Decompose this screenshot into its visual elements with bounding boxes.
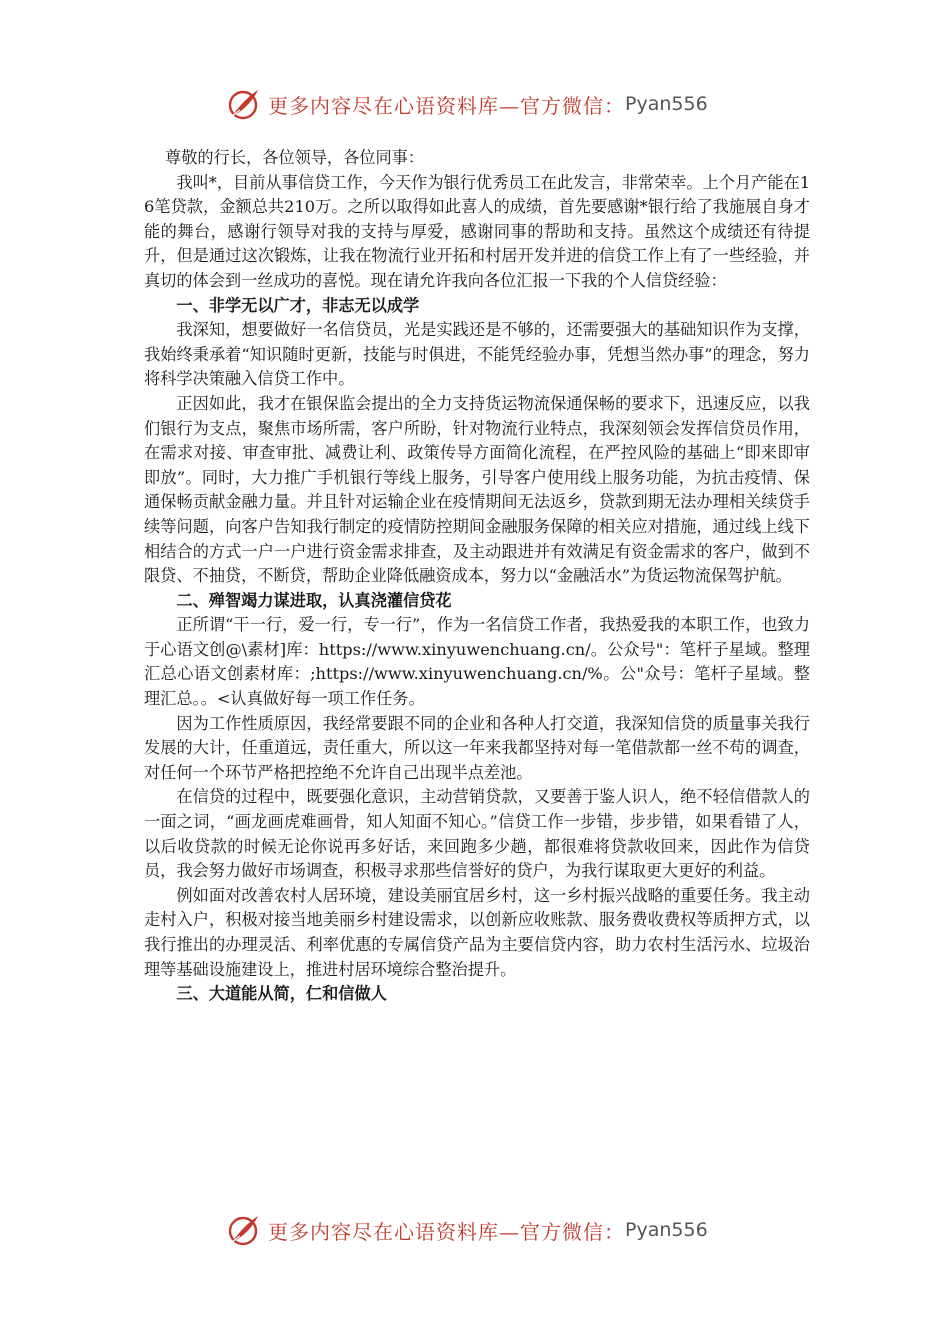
- paragraph-6: 在信贷的过程中，既要强化意识，主动营销贷款，又要善于鉴人识人，绝不轻信借款人的一面之词，“画龙画虎难画骨，知人知面不知心。”信贷工作一步错，步步错，如果看错了人，以后收贷款的时候无论你说再多好话，来回跑多少趟，都很难将贷款收回来，因此作为信贷员，我会努力做好市场调查，积极寻求那些信誉好的贷户，为我行谋取更大更好的利益。: [144, 787, 810, 881]
- quill-pen-logo-icon: [226, 86, 262, 122]
- quill-pen-logo-icon: [226, 1212, 262, 1248]
- paragraph-1: 我叫*，目前从事信贷工作，今天作为银行优秀员工在此发言，非常荣幸。上个月产能在16笔贷款，金额总共210万。之所以取得如此喜人的成绩，首先要感谢*银行给了我施展自身才能的舞台，感谢行领导对我的支持与厚爱，感谢同事的帮助和支持。虽然这个成绩还有待提升，但是通过这次锻炼，让我在物流行业开拓和村居开发并进的信贷工作上有了一些经验，并真切的体会到一丝成功的喜悦。现在请允许我向各位汇报一下我的个人信贷经验：: [144, 172, 810, 290]
- banner-wechat-id: Pyan556: [625, 93, 708, 115]
- banner-content: [226, 1210, 708, 1250]
- banner-wechat-id: Pyan556: [625, 1219, 708, 1241]
- paragraph-5: 因为工作性质原因，我经常要跟不同的企业和各种人打交道，我深知信贷的质量事关我行发展的大计，任重道远，责任重大，所以这一年来我都坚持对每一笔借款都一丝不苟的调查，对任何一个环节严格把控绝不允许自己出现半点差池。: [144, 713, 810, 782]
- header-banner: [0, 84, 950, 124]
- banner-text: 更多内容尽在心语资料库—官方微信：: [268, 1219, 625, 1244]
- paragraph-4: 正所谓“干一行，爱一行，专一行”，作为一名信贷工作者，我热爱我的本职工作，也致力于心语文创@\素材]库：https://www.xinyuwenchuang.cn/。公众号"：笔杆子星域。整理汇总心语文创素材库：;https://www.xinyuwenchuang.cn/%。公"众号：笔杆子星域。整理汇总。。<认真做好每一项工作任务。: [144, 615, 810, 709]
- section-heading-2: 二、殚智竭力谋进取，认真浇灌信贷花: [176, 590, 452, 610]
- paragraph-2: 我深知，想要做好一名信贷员，光是实践还是不够的，还需要强大的基础知识作为支撑，我始终秉承着“知识随时更新，技能与时俱进，不能凭经验办事，凭想当然办事”的理念，努力将科学决策融入信贷工作中。: [144, 320, 810, 389]
- section-heading-3: 三、大道能从简，仁和信做人: [176, 984, 387, 1004]
- document-body: [144, 146, 810, 1007]
- section-heading-1: 一、非学无以广才，非志无以成学: [176, 295, 420, 315]
- footer-banner: [0, 1210, 950, 1250]
- banner-content: [226, 84, 708, 124]
- banner-text: 更多内容尽在心语资料库—官方微信：: [268, 93, 625, 118]
- paragraph-7: 例如面对改善农村人居环境，建设美丽宜居乡村，这一乡村振兴战略的重要任务。我主动走村入户，积极对接当地美丽乡村建设需求，以创新应收账款、服务费收费权等质押方式，以我行推出的办理灵活、利率优惠的专属信贷产品为主要信贷内容，助力农村生活污水、垃圾治理等基础设施建设上，推进村居环境综合整治提升。: [144, 885, 810, 979]
- salutation: 尊敬的行长，各位领导，各位同事：: [165, 148, 425, 167]
- paragraph-3: 正因如此，我才在银保监会提出的全力支持货运物流保通保畅的要求下，迅速反应，以我们银行为支点，聚焦市场所需，客户所盼，针对物流行业特点，我深刻领会发挥信贷员作用，在需求对接、审查审批、减费让利、政策传导方面简化流程，在严控风险的基础上“即来即审即放”。同时，大力推广手机银行等线上服务，引导客户使用线上服务功能，为抗击疫情、保通保畅贡献金融力量。并且针对运输企业在疫情期间无法返乡，贷款到期无法办理相关续贷手续等问题，向客户告知我行制定的疫情防控期间金融服务保障的相关应对措施，通过线上线下相结合的方式一户一户进行资金需求排查，及主动跟进并有效满足有资金需求的客户，做到不限贷、不抽贷，不断贷，帮助企业降低融资成本，努力以“金融活水”为货运物流保驾护航。: [144, 393, 810, 586]
